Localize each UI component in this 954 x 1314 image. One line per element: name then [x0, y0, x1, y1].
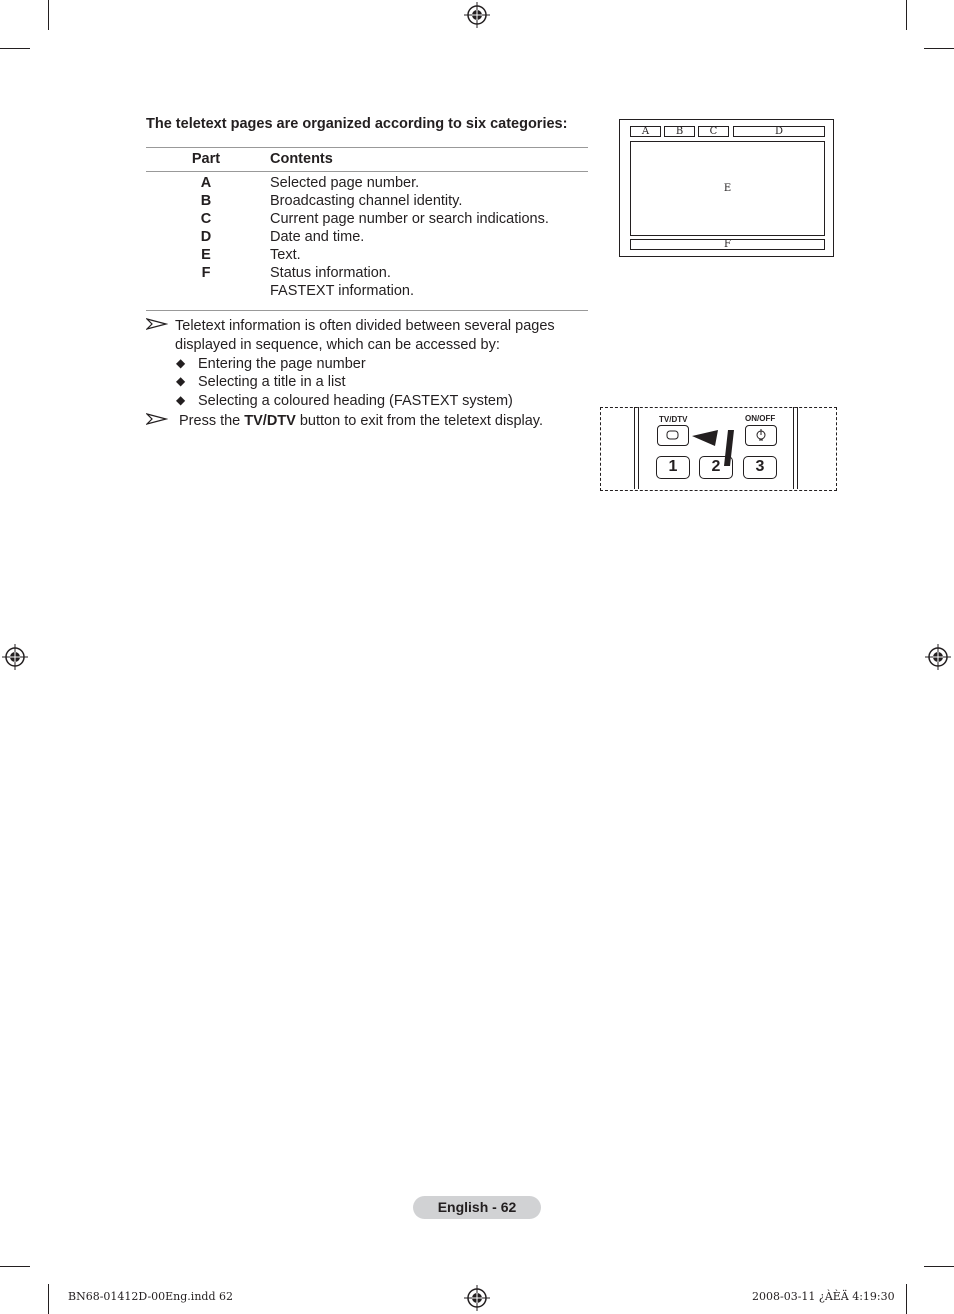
power-button[interactable] [745, 425, 777, 446]
number-button-1[interactable]: 1 [656, 456, 690, 479]
tvdtv-button[interactable] [657, 425, 689, 446]
table-cell-content: Current page number or search indications. [270, 211, 549, 227]
table-cell-part: E [201, 247, 211, 263]
table-cell-part: D [200, 229, 212, 245]
note-text [179, 412, 543, 431]
table-cell-part: F [201, 265, 211, 281]
table-cell-content: Date and time. [270, 229, 365, 245]
registration-mark-icon [925, 644, 951, 670]
table-cell-content: Status information. [270, 265, 391, 281]
table-cell-content: Broadcasting channel identity. [270, 193, 463, 209]
tvdtv-label: TV/DTV [659, 415, 688, 424]
bullet-text: Selecting a coloured heading (FASTEXT system) [198, 393, 513, 409]
table-cell-part: B [200, 193, 212, 209]
note-text: displayed in sequence, which can be accessed by: [175, 337, 500, 353]
note-text-suffix: button to exit from the teletext display. [295, 413, 544, 429]
note-arrow-icon [146, 413, 168, 425]
bullet-text: Entering the page number [198, 356, 366, 372]
table-header-part: Part [191, 151, 221, 167]
tv-icon [666, 430, 679, 440]
table-bottom-rule [146, 310, 588, 311]
footer-file-name: BN68-01412D-00Eng.indd 62 [68, 1290, 233, 1303]
diamond-bullet-icon: ◆ [176, 393, 186, 407]
crop-mark [48, 1284, 49, 1314]
teletext-diagram [619, 119, 834, 257]
table-cell-content: Selected page number. [270, 175, 420, 191]
teletext-area-b: B [664, 126, 695, 137]
teletext-area-d: D [733, 126, 825, 137]
page-number: English - 62 [413, 1196, 541, 1219]
teletext-area-c: C [698, 126, 729, 137]
table-top-rule [146, 147, 588, 148]
note-text-button-name: TV/DTV [244, 413, 296, 429]
number-button-2[interactable]: 2 [699, 456, 733, 479]
table-cell-content: FASTEXT information. [270, 283, 414, 299]
diamond-bullet-icon: ◆ [176, 374, 186, 388]
remote-body-edge [793, 407, 798, 489]
crop-mark [0, 48, 30, 49]
registration-mark-icon [464, 2, 490, 28]
number-button-3[interactable]: 3 [743, 456, 777, 479]
table-header-rule [146, 171, 588, 172]
power-icon [755, 429, 767, 442]
diamond-bullet-icon: ◆ [176, 356, 186, 370]
table-cell-content: Text. [270, 247, 301, 263]
footer-timestamp: 2008-03-11 ¿ÀÈÄ 4:19:30 [752, 1290, 895, 1303]
teletext-area-f: F [630, 239, 825, 250]
crop-mark [924, 1266, 954, 1267]
table-cell-part: C [200, 211, 212, 227]
registration-mark-icon [464, 1285, 490, 1311]
bullet-text: Selecting a title in a list [198, 374, 346, 390]
crop-mark [48, 0, 49, 30]
crop-mark [906, 1284, 907, 1314]
note-text-prefix: Press the [179, 413, 245, 429]
table-cell-part: A [200, 175, 212, 191]
registration-mark-icon [2, 644, 28, 670]
note-arrow-icon [146, 318, 168, 330]
section-heading: The teletext pages are organized according to six categories: [146, 116, 568, 132]
crop-mark [924, 48, 954, 49]
crop-mark [0, 1266, 30, 1267]
teletext-area-a: A [630, 126, 661, 137]
crop-mark [906, 0, 907, 30]
teletext-area-e: E [630, 141, 825, 236]
remote-body-edge [634, 407, 639, 489]
onoff-label: ON/OFF [745, 414, 776, 423]
table-header-contents: Contents [270, 151, 333, 167]
note-text: Teletext information is often divided between several pages [175, 318, 555, 334]
